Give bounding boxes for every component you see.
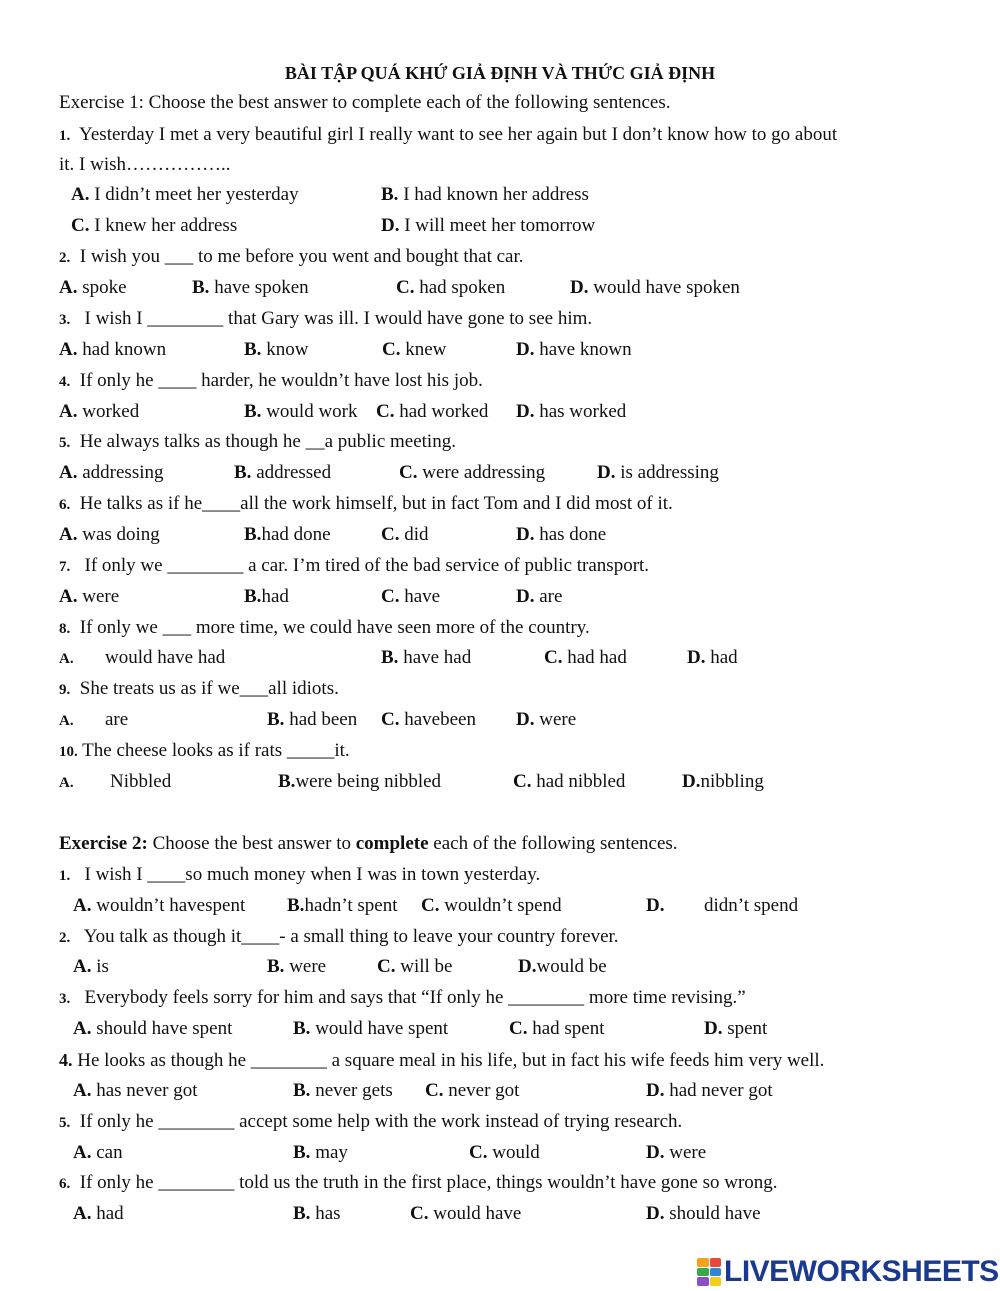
option-a[interactable]: A. were xyxy=(59,586,120,607)
option-d[interactable]: D. had xyxy=(687,647,738,668)
question-text: Yesterday I met a very beautiful girl I really want to see her again but I don’t know how to go about xyxy=(79,124,838,145)
option-a-text[interactable]: would have had xyxy=(105,647,226,668)
option-c[interactable]: C. had spent xyxy=(509,1018,605,1039)
option-a[interactable]: A. had xyxy=(73,1203,124,1224)
logo-block xyxy=(697,1268,709,1277)
liveworksheets-logo xyxy=(697,1255,999,1289)
page-title: BÀI TẬP QUÁ KHỨ GIẢ ĐỊNH VÀ THỨC GIẢ ĐỊNH xyxy=(284,63,716,83)
option-a[interactable]: A. is xyxy=(73,956,109,977)
question-2-1: 1. I wish I ____so much money when I was in town yesterday. xyxy=(59,864,541,885)
options-1-10 xyxy=(0,770,1000,794)
options-1-5 xyxy=(0,461,1000,485)
option-d[interactable]: D.nibbling xyxy=(682,771,764,792)
option-d[interactable]: D. were xyxy=(516,709,577,730)
question-1-4: 4. If only he ____ harder, he wouldn’t have lost his job. xyxy=(59,370,483,391)
option-d[interactable]: D.would be xyxy=(518,956,607,977)
question-number: 1. xyxy=(59,128,71,144)
question-1-3: 3. I wish I ________ that Gary was ill. I would have gone to see him. xyxy=(59,308,593,329)
option-a[interactable]: A. xyxy=(59,713,74,729)
options-1-4 xyxy=(0,400,1000,424)
option-d[interactable]: D. is addressing xyxy=(597,462,719,483)
option-d[interactable]: D. have known xyxy=(516,339,632,360)
liveworksheets-logo-icon xyxy=(697,1258,721,1286)
option-b[interactable]: B. never gets xyxy=(293,1080,393,1101)
options-2-5 xyxy=(0,1141,1000,1165)
question-1-7: 7. If only we ________ a car. I’m tired of the bad service of public transport. xyxy=(59,555,650,576)
option-b[interactable]: B.were being nibbled xyxy=(278,771,442,792)
logo-block xyxy=(697,1258,709,1267)
option-c[interactable]: C. had had xyxy=(544,647,627,668)
options-1-1-row2 xyxy=(0,214,1000,238)
option-c[interactable]: C. did xyxy=(381,524,429,545)
option-b[interactable]: B. would have spent xyxy=(293,1018,449,1039)
option-b[interactable]: B.had done xyxy=(244,524,331,545)
option-c[interactable]: C. knew xyxy=(382,339,447,360)
option-a[interactable]: A. spoke xyxy=(59,277,127,298)
option-d[interactable]: D. should have xyxy=(646,1203,761,1224)
option-b[interactable]: B. have spoken xyxy=(192,277,309,298)
option-a-text[interactable]: Nibbled xyxy=(110,771,172,792)
question-1-1 xyxy=(59,123,837,148)
question-2-2: 2. You talk as though it____- a small thing to leave your country forever. xyxy=(59,926,619,947)
option-d[interactable]: D. has worked xyxy=(516,401,627,422)
option-d[interactable]: D. xyxy=(646,895,665,916)
options-2-1 xyxy=(0,894,1000,918)
options-2-3 xyxy=(0,1017,1000,1041)
option-b[interactable]: B. know xyxy=(244,339,309,360)
option-c[interactable]: C. havebeen xyxy=(381,709,476,730)
option-a[interactable]: A. worked xyxy=(59,401,140,422)
options-1-7 xyxy=(0,585,1000,609)
option-c[interactable]: C. wouldn’t spend xyxy=(421,895,562,916)
option-c[interactable]: C. had nibbled xyxy=(513,771,626,792)
exercise-1-heading: Exercise 1: Choose the best answer to complete each of the following sentences. xyxy=(59,92,671,113)
question-1-5: 5. He always talks as though he __a public meeting. xyxy=(59,431,456,452)
option-b[interactable]: B. had been xyxy=(267,709,358,730)
option-c[interactable]: C. never got xyxy=(425,1080,520,1101)
option-a[interactable]: A. can xyxy=(73,1142,123,1163)
question-1-2: 2. I wish you ___ to me before you went and bought that car. xyxy=(59,246,524,267)
logo-block xyxy=(710,1268,722,1277)
option-a-text[interactable]: are xyxy=(105,709,129,730)
question-2-6: 6. If only he ________ told us the truth in the first place, things wouldn’t have gone so wrong. xyxy=(59,1172,778,1193)
options-1-1-row1 xyxy=(0,183,1000,207)
option-b[interactable]: B. addressed xyxy=(234,462,332,483)
option-c[interactable]: C. had spoken xyxy=(396,277,506,298)
option-a[interactable]: A. had known xyxy=(59,339,167,360)
option-a[interactable]: A. xyxy=(59,651,74,667)
question-2-5: 5. If only he ________ accept some help with the work instead of trying research. xyxy=(59,1111,683,1132)
option-c[interactable]: C. had worked xyxy=(376,401,489,422)
option-a[interactable]: A. should have spent xyxy=(73,1018,233,1039)
options-2-6 xyxy=(0,1202,1000,1226)
options-1-9 xyxy=(0,708,1000,732)
option-b[interactable]: B. has xyxy=(293,1203,341,1224)
exercise-2-heading: Exercise 2: Choose the best answer to complete each of the following sentences. xyxy=(59,833,678,854)
option-a[interactable]: A. was doing xyxy=(59,524,160,545)
options-1-2 xyxy=(0,276,1000,300)
option-d[interactable]: D. were xyxy=(646,1142,707,1163)
option-b[interactable]: B. have had xyxy=(381,647,472,668)
question-1-1-continued: it. I wish…………….. xyxy=(59,154,231,175)
option-c[interactable]: C. were addressing xyxy=(399,462,546,483)
option-d[interactable]: D. I will meet her tomorrow xyxy=(381,215,596,236)
option-d[interactable]: D. are xyxy=(516,586,563,607)
option-b[interactable]: B.had xyxy=(244,586,289,607)
option-c[interactable]: C. I knew her address xyxy=(71,215,238,236)
option-a[interactable]: A. I didn’t meet her yesterday xyxy=(71,184,299,205)
option-b[interactable]: B.hadn’t spent xyxy=(287,895,398,916)
liveworksheets-logo-text: LIVEWORKSHEETS xyxy=(724,1255,999,1288)
option-a[interactable]: A. wouldn’t havespent xyxy=(73,895,246,916)
options-2-4 xyxy=(0,1079,1000,1103)
option-c[interactable]: C. would xyxy=(469,1142,540,1163)
option-b[interactable]: B. I had known her address xyxy=(381,184,589,205)
option-d[interactable]: D. has done xyxy=(516,524,607,545)
question-2-4: 4. He looks as though he ________ a square meal in his life, but in fact his wife feeds him very well. xyxy=(59,1050,825,1071)
option-b[interactable]: B. would work xyxy=(244,401,358,422)
logo-block xyxy=(710,1277,722,1286)
option-a[interactable]: A. addressing xyxy=(59,462,164,483)
option-c[interactable]: C. have xyxy=(381,586,441,607)
question-1-8: 8. If only we ___ more time, we could have seen more of the country. xyxy=(59,617,590,638)
options-1-8 xyxy=(0,646,1000,670)
question-1-9: 9. She treats us as if we___all idiots. xyxy=(59,678,339,699)
option-c[interactable]: C. will be xyxy=(377,956,453,977)
question-1-6: 6. He talks as if he____all the work himself, but in fact Tom and I did most of it. xyxy=(59,493,673,514)
options-1-3 xyxy=(0,338,1000,362)
logo-block xyxy=(710,1258,722,1267)
option-d-text[interactable]: didn’t spend xyxy=(704,895,799,916)
question-1-10: 10. The cheese looks as if rats _____it. xyxy=(59,740,350,761)
option-a[interactable]: A. xyxy=(59,775,74,791)
option-c[interactable]: C. would have xyxy=(410,1203,522,1224)
option-b[interactable]: B. may xyxy=(293,1142,348,1163)
option-d[interactable]: D. had never got xyxy=(646,1080,773,1101)
options-2-2 xyxy=(0,955,1000,979)
options-1-6 xyxy=(0,523,1000,547)
logo-block xyxy=(697,1277,709,1286)
option-d[interactable]: D. spent xyxy=(704,1018,768,1039)
question-2-3: 3. Everybody feels sorry for him and says that “If only he ________ more time revising.” xyxy=(59,987,746,1008)
option-d[interactable]: D. would have spoken xyxy=(570,277,740,298)
option-b[interactable]: B. were xyxy=(267,956,327,977)
option-a[interactable]: A. has never got xyxy=(73,1080,198,1101)
